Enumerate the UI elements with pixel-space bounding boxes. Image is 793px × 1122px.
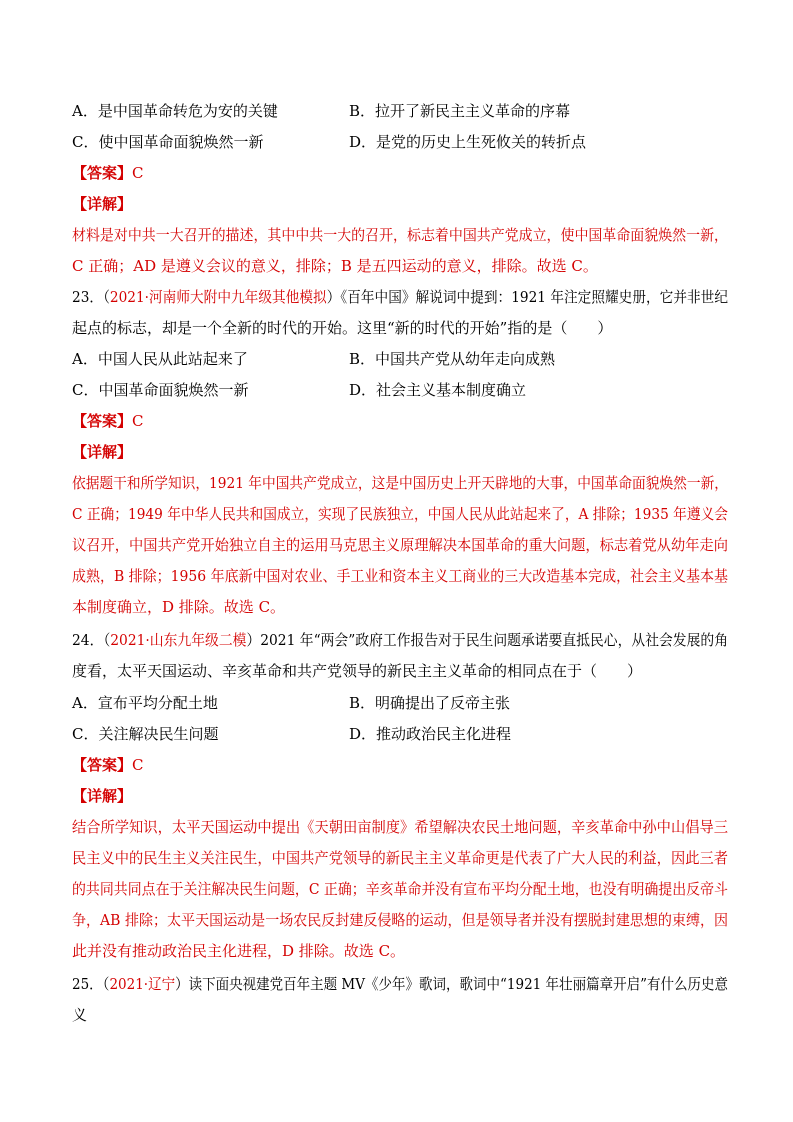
q22-option-b: B．拉开了新民主主义革命的序幕 <box>349 102 571 120</box>
q23-stem-text: ）《百年中国》解说词中提到：1921 年注定照耀史册，它并非世纪 <box>326 288 728 306</box>
q24-explanation-line-4: 争，AB 排除；太平天国运动是一场农民反封建反侵略的运动，但是领导者并没有摆脱封建思想的束缚，因 <box>72 911 729 929</box>
q23-stem-line-2: 起点的标志，却是一个全新的时代的开始。这里“新的时代的开始”指的是（ ） <box>72 319 613 337</box>
q24-explanation-line-2: 民主义中的民生主义关注民生，中国共产党领导的新民主主义革命更是代表了广大人民的利益，因此三者 <box>72 849 728 867</box>
q23-option-c: C．中国革命面貌焕然一新 <box>72 381 249 399</box>
q22-explanation-line-2: C 正确；AD 是遵义会议的意义，排除；B 是五四运动的意义，排除。故选 C。 <box>72 257 598 275</box>
q23-answer-tag: 【答案】 <box>72 412 133 430</box>
q24-option-a: A．宣布平均分配土地 <box>72 694 218 712</box>
q24-option-b: B．明确提出了反帝主张 <box>349 694 511 712</box>
q23-explanation-line-3: 议召开，中国共产党开始独立自主的运用马克思主义原理解决本国革命的重大问题，标志着党从幼年走向 <box>72 536 728 554</box>
q24-number: 24．（ <box>72 631 111 649</box>
q24-explanation-line-3: 的共同共同点在于关注解决民生问题，C 正确；辛亥革命并没有宣布平均分配土地，也没有明确提出反帝斗 <box>72 880 728 898</box>
q23-explanation-line-1: 依据题干和所学知识，1921 年中国共产党成立，这是中国历史上开天辟地的大事，中国革命面貌焕然一新， <box>72 474 728 492</box>
q22-answer-row <box>72 163 144 183</box>
q25-stem-text: ）读下面央视建党百年主题 MV《少年》歌词，歌词中“1921 年壮丽篇章开启”有什么历史意 <box>175 975 728 993</box>
q22-option-c: C．使中国革命面貌焕然一新 <box>72 133 264 151</box>
q23-option-d: D．社会主义基本制度确立 <box>349 381 527 399</box>
q24-answer-row <box>72 755 144 775</box>
q24-answer-tag: 【答案】 <box>72 756 133 774</box>
q24-detail-tag: 【详解】 <box>72 787 133 805</box>
q24-stem-line-1 <box>72 630 728 650</box>
q23-number: 23．（ <box>72 288 110 306</box>
q22-option-d: D．是党的历史上生死攸关的转折点 <box>349 133 587 151</box>
q23-stem-line-1 <box>72 287 728 307</box>
q25-stem-line-1 <box>72 974 728 994</box>
q22-answer-tag: 【答案】 <box>72 164 133 182</box>
q24-explanation-line-1: 结合所学知识，太平天国运动中提出《天朝田亩制度》希望解决农民土地问题，辛亥革命中孙中山倡导三 <box>72 818 728 836</box>
q23-answer-value: C <box>132 412 144 430</box>
q23-answer-row <box>72 411 144 431</box>
q23-source: 2021·河南师大附中九年级其他模拟 <box>109 288 327 306</box>
q23-option-b: B．中国共产党从幼年走向成熟 <box>349 350 556 368</box>
q25-stem-line-2: 义 <box>72 1006 88 1024</box>
q24-answer-value: C <box>132 756 144 774</box>
q25-source: 2021·辽宁 <box>109 975 176 993</box>
q23-option-a: A．中国人民从此站起来了 <box>72 350 248 368</box>
q24-stem-text: ）2021 年“两会”政府工作报告对于民生问题承诺要直抵民心，从社会发展的角 <box>246 631 729 649</box>
q23-explanation-line-4: 成熟，B 排除；1956 年底新中国对农业、手工业和资本主义工商业的三大改造基本完成，社会主义基本基 <box>72 567 728 585</box>
q25-number: 25．（ <box>72 975 110 993</box>
q24-option-d: D．推动政治民主化进程 <box>349 725 512 743</box>
q24-explanation-line-5: 此并没有推动政治民主化进程，D 排除。故选 C。 <box>72 942 406 960</box>
q22-option-a: A．是中国革命转危为安的关键 <box>72 102 278 120</box>
q24-stem-line-2: 度看，太平天国运动、辛亥革命和共产党领导的新民主主义革命的相同点在于（ ） <box>72 662 643 680</box>
q23-explanation-line-2: C 正确；1949 年中华人民共和国成立，实现了民族独立，中国人民从此站起来了，A 排除；1935 年遵义会 <box>72 505 729 523</box>
q24-source: 2021·山东九年级二模 <box>110 631 247 649</box>
q22-answer-value: C <box>132 164 144 182</box>
q22-explanation-line-1: 材料是对中共一大召开的描述，其中中共一大的召开，标志着中国共产党成立，使中国革命面貌焕然一新， <box>72 226 729 244</box>
q23-detail-tag: 【详解】 <box>72 443 133 461</box>
q22-detail-tag: 【详解】 <box>72 195 133 213</box>
q24-option-c: C．关注解决民生问题 <box>72 725 219 743</box>
q23-explanation-line-5: 本制度确立，D 排除。故选 C。 <box>72 598 286 616</box>
